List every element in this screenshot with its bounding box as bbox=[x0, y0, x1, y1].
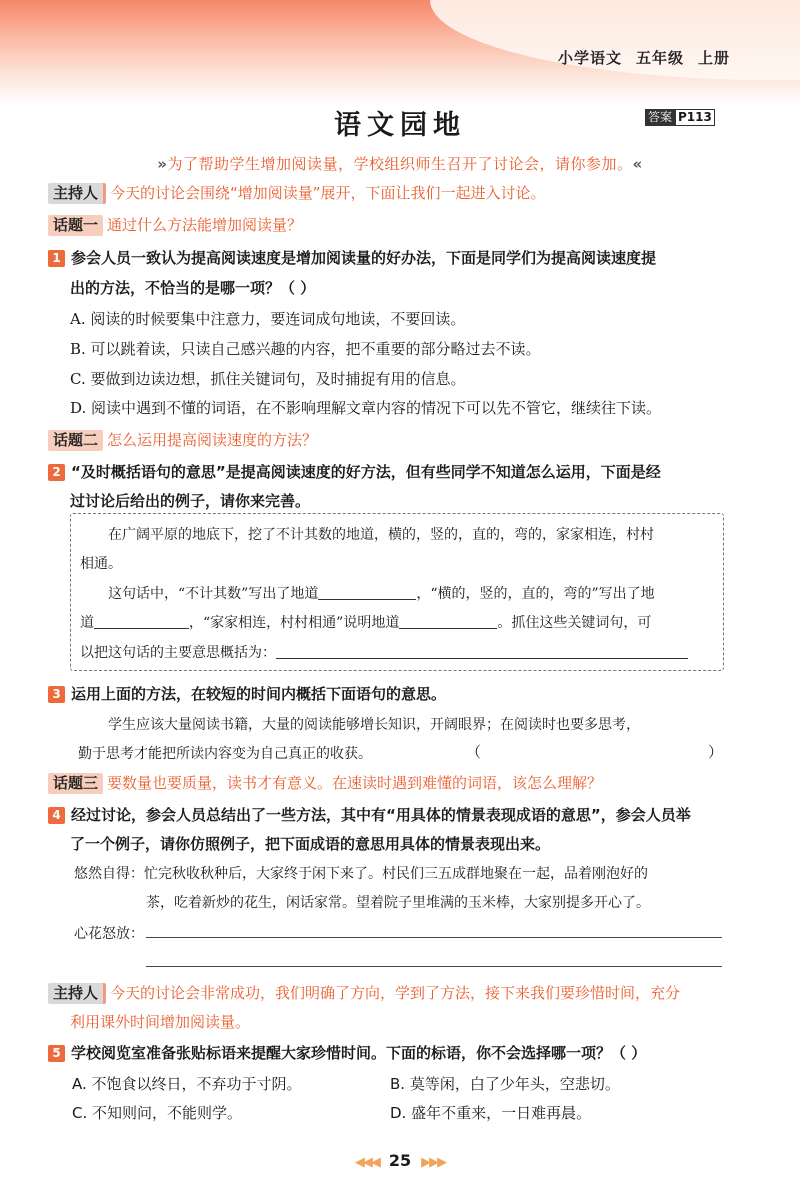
chevron-left-icon: « bbox=[632, 155, 643, 173]
q1-number: 1 bbox=[48, 250, 65, 267]
q2-blank-4[interactable] bbox=[276, 642, 688, 659]
q5-option-c[interactable]: C. 不知则问，不能则学。 bbox=[72, 1104, 243, 1122]
q2-blank-3[interactable] bbox=[399, 612, 497, 629]
q1-option-c[interactable]: C. 要做到边读边想，抓住关键词句，及时捕捉有用的信息。 bbox=[70, 370, 466, 388]
host-closing-1 bbox=[48, 982, 680, 1004]
topic-1 bbox=[48, 214, 302, 236]
host-closing-2: 利用课外时间增加阅读量。 bbox=[70, 1013, 251, 1031]
answer-label: 答案 bbox=[645, 109, 675, 126]
q2-blank-2[interactable] bbox=[94, 612, 189, 629]
q2-fill1a: 这句话中，“不计其数”写出了地道 bbox=[108, 586, 319, 602]
q4-answer-line-2[interactable] bbox=[146, 966, 722, 967]
q2-fill3: 以把这句话的主要意思概括为： bbox=[80, 645, 276, 661]
q1-line1 bbox=[48, 247, 656, 268]
q5-option-a[interactable]: A. 不饱食以终日，不弃功于寸阴。 bbox=[72, 1075, 302, 1093]
q2-fill-row-2 bbox=[80, 612, 651, 632]
q5-option-b[interactable]: B. 莫等闲，白了少年头，空悲切。 bbox=[390, 1075, 620, 1093]
topic-2 bbox=[48, 429, 317, 451]
q4-answer-line-1[interactable] bbox=[146, 937, 722, 938]
q4-number: 4 bbox=[48, 807, 65, 824]
q1-text-1: 参会人员一致认为提高阅读速度是增加阅读量的好办法，下面是同学们为提高阅读速度提 bbox=[71, 249, 657, 267]
host-opening bbox=[48, 182, 546, 204]
topic-1-tag: 话题一 bbox=[48, 215, 103, 236]
page-footer bbox=[0, 1151, 800, 1170]
q2-passage-1: 在广阔平原的地底下，挖了不计其数的地道，横的，竖的，直的，弯的，家家相连，村村 bbox=[108, 527, 654, 543]
q3-paren-close[interactable]: ） bbox=[708, 743, 724, 761]
q2-blank-1[interactable] bbox=[318, 583, 416, 600]
q1-option-a[interactable]: A. 阅读的时候要集中注意力，要连词成句地读，不要回读。 bbox=[70, 310, 466, 328]
topic-2-tag: 话题二 bbox=[48, 430, 103, 451]
q3-line1 bbox=[48, 683, 446, 704]
q3-passage-2: 勤于思考才能把所读内容变为自己真正的收获。 bbox=[78, 746, 372, 762]
q2-line1 bbox=[48, 461, 661, 482]
intro bbox=[0, 153, 800, 174]
q4-task-label: 心花怒放： bbox=[74, 926, 144, 942]
q2-text-1: “及时概括语句的意思”是提高阅读速度的好方法，但有些同学不知道怎么运用，下面是经 bbox=[71, 463, 661, 481]
page-title: 语文园地 bbox=[334, 110, 466, 141]
q5-text-1: 学校阅览室准备张贴标语来提醒大家珍惜时间。下面的标语，你不会选择哪一项？（ ） bbox=[71, 1044, 647, 1062]
q2-fill1b: ，“横的，竖的，直的，弯的”写出了地 bbox=[416, 586, 655, 602]
page-number: 25 bbox=[388, 1151, 412, 1170]
subject: 小学语文 bbox=[557, 49, 622, 67]
q2-fill2b: ，“家家相连，村村相通”说明地道 bbox=[189, 615, 400, 631]
q2-fill-row-1 bbox=[108, 583, 655, 603]
q1-option-d[interactable]: D. 阅读中遇到不懂的词语，在不影响理解文章内容的情况下可以先不管它，继续往下读。 bbox=[70, 399, 662, 417]
q2-line2: 过讨论后给出的例子，请你来完善。 bbox=[70, 492, 311, 510]
host-tag: 主持人 bbox=[48, 183, 106, 204]
host-opening-text: 今天的讨论会围绕“增加阅读量”展开，下面让我们一起进入讨论。 bbox=[110, 184, 546, 202]
q2-fill-row-3 bbox=[80, 642, 688, 662]
next-arrows-icon: ▶▶▶ bbox=[421, 1155, 446, 1170]
q4-text-1: 经过讨论，参会人员总结出了一些方法，其中有“用具体的情景表现成语的意思”，参会人员举 bbox=[71, 806, 691, 824]
host-tag-2: 主持人 bbox=[48, 983, 106, 1004]
q3-text-1: 运用上面的方法，在较短的时间内概括下面语句的意思。 bbox=[71, 685, 447, 703]
answer-reference[interactable] bbox=[645, 109, 715, 126]
topic-2-text: 怎么运用提高阅读速度的方法？ bbox=[107, 431, 318, 449]
book-info bbox=[544, 47, 730, 68]
q1-option-b[interactable]: B. 可以跳着读，只读自己感兴趣的内容，把不重要的部分略过去不读。 bbox=[70, 340, 541, 358]
q5-line1 bbox=[48, 1042, 646, 1063]
topic-3-tag: 话题三 bbox=[48, 773, 103, 794]
q4-line2: 了一个例子，请你仿照例子，把下面成语的意思用具体的情景表现出来。 bbox=[70, 835, 551, 853]
q3-number: 3 bbox=[48, 686, 65, 703]
q2-fill2c: 。抓住这些关键词句，可 bbox=[497, 615, 652, 631]
topic-1-text: 通过什么方法能增加阅读量？ bbox=[107, 216, 303, 234]
q2-passage-2: 相通。 bbox=[80, 556, 122, 572]
chevron-right-icon: » bbox=[157, 155, 168, 173]
q3-passage-1: 学生应该大量阅读书籍，大量的阅读能够增长知识，开阔眼界；在阅读时也要多思考， bbox=[108, 717, 640, 733]
q4-line1 bbox=[48, 804, 691, 825]
q2-fill2a: 道 bbox=[80, 615, 94, 631]
topic-3-text: 要数量也要质量，读书才有意义。在速读时遇到难懂的词语，该怎么理解？ bbox=[107, 774, 603, 792]
topic-3 bbox=[48, 772, 602, 794]
intro-text: 为了帮助学生增加阅读量，学校组织师生召开了讨论会，请你参加。 bbox=[167, 155, 633, 173]
q5-number: 5 bbox=[48, 1045, 65, 1062]
host-closing-text-1: 今天的讨论会非常成功，我们明确了方向，学到了方法，接下来我们要珍惜时间，充分 bbox=[110, 984, 681, 1002]
q4-example-2: 茶，吃着新炒的花生，闲话家常。望着院子里堆满的玉米棒，大家别提多开心了。 bbox=[146, 895, 650, 911]
q5-option-d[interactable]: D. 盛年不重来，一日难再晨。 bbox=[390, 1104, 592, 1122]
prev-arrows-icon: ◀◀◀ bbox=[354, 1155, 379, 1170]
answer-page: P113 bbox=[675, 109, 715, 126]
grade: 五年级 bbox=[635, 49, 684, 67]
q3-paren-open: （ bbox=[466, 743, 482, 761]
q2-number: 2 bbox=[48, 464, 65, 481]
q1-line2: 出的方法，不恰当的是哪一项？（ ） bbox=[70, 279, 316, 297]
q4-example-label: 悠然自得： bbox=[74, 866, 144, 882]
q4-example-1: 忙完秋收秋种后，大家终于闲下来了。村民们三五成群地聚在一起，品着刚泡好的 bbox=[144, 866, 648, 882]
q4-example-row-1 bbox=[74, 863, 648, 883]
volume: 上册 bbox=[697, 49, 730, 67]
